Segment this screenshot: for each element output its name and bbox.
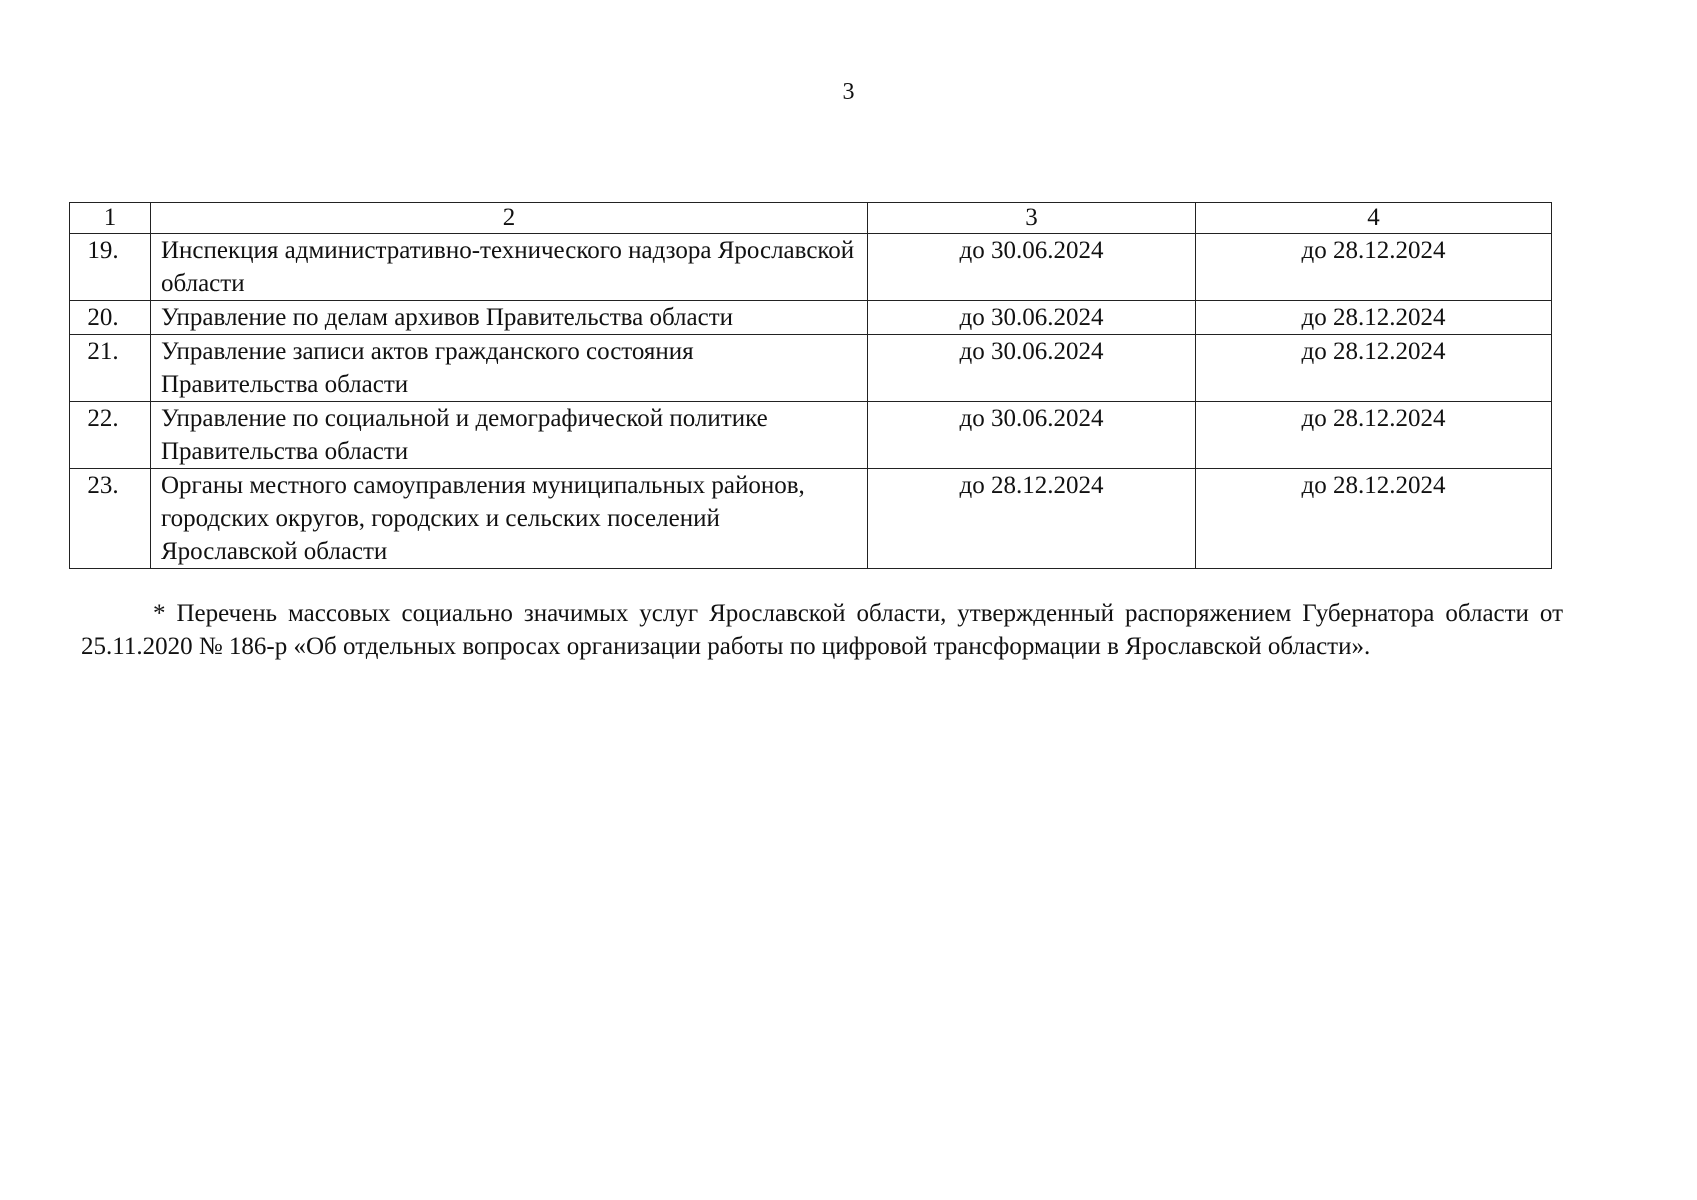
deadline-2: до 28.12.2024 [1196,469,1552,569]
organization-name: Инспекция административно-технического надзора Ярославской области [151,234,868,301]
page-number: 3 [842,79,855,105]
row-number: 21. [70,335,151,402]
row-number: 23. [70,469,151,569]
organization-name: Управление по делам архивов Правительства области [151,301,868,335]
deadline-1: до 30.06.2024 [868,301,1196,335]
deadline-2: до 28.12.2024 [1196,301,1552,335]
column-header-3: 3 [868,203,1196,234]
deadline-2: до 28.12.2024 [1196,402,1552,469]
deadline-2: до 28.12.2024 [1196,335,1552,402]
column-header-2: 2 [151,203,868,234]
deadline-1: до 28.12.2024 [868,469,1196,569]
deadline-1: до 30.06.2024 [868,234,1196,301]
footnote: * Перечень массовых социально значимых услуг Ярославской области, утвержденный распоряжением Губернатора области от 25.11.2020 № 186-р «Об отдельных вопросах организации работы по цифровой трансформации в Ярославской области». [81,600,1563,660]
table-row [70,301,1552,335]
organization-name: Органы местного самоуправления муниципальных районов, городских округов, городских и сельских поселений Ярославской области [151,469,868,569]
deadline-2: до 28.12.2024 [1196,234,1552,301]
row-number: 19. [70,234,151,301]
table-row [70,469,1552,569]
organization-name: Управление записи актов гражданского состояния Правительства области [151,335,868,402]
table-row [70,335,1552,402]
table-header-row [70,203,1552,234]
row-number: 22. [70,402,151,469]
deadline-1: до 30.06.2024 [868,335,1196,402]
organization-name: Управление по социальной и демографической политике Правительства области [151,402,868,469]
schedule-table [69,202,1552,569]
deadline-1: до 30.06.2024 [868,402,1196,469]
column-header-1: 1 [70,203,151,234]
table-row [70,234,1552,301]
row-number: 20. [70,301,151,335]
column-header-4: 4 [1196,203,1552,234]
table-row [70,402,1552,469]
